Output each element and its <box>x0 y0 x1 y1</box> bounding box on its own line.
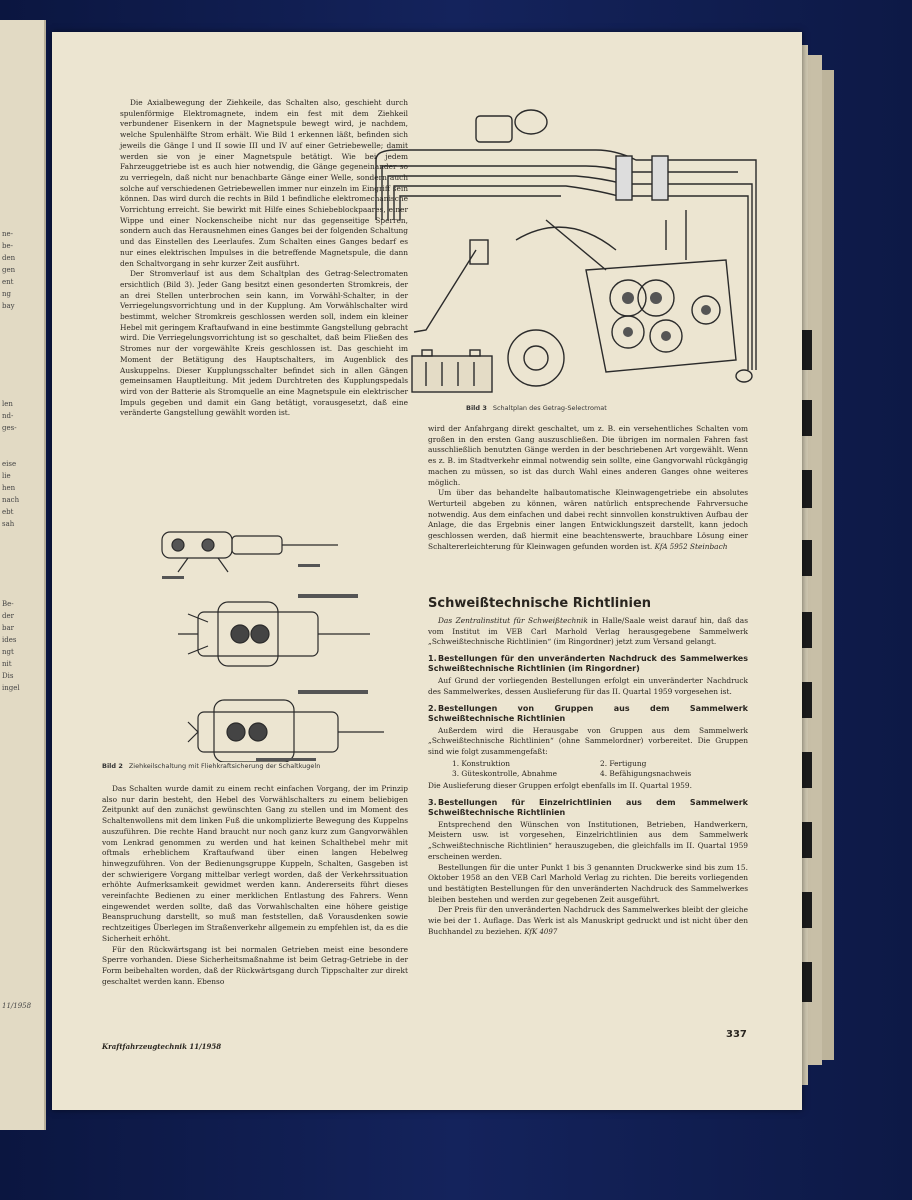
list-item: 1. Konstruktion <box>452 758 511 768</box>
paragraph-text: Der Preis für den unveränderten Nachdruck des Sammelwerkes bleibt der gleiche wie bei der 1. Auflage. Das Werk ist als Manuskript gedruckt und ist nicht über den Buchhandel zu beziehen. <box>428 905 748 936</box>
paragraph: Der Stromverlauf ist aus dem Schaltplan des Getrag-Selectromaten ersichtlich (Bild 3). Jeder Gang besitzt einen gesonderten Stromkreis, der an drei Stellen unterbrochen sein kann, im Vorwähl-Schalter, in der Verriegelungsvorrichtung und in der Kupplung. Am Vorwählschalter wird bestimmt, welcher Stromkreis geschlossen werden soll, indem ein kleiner Hebel mit geringem Kraftaufwand in eine bestimmte Gangstellung gebracht wird. Die Verriegelungsvorrichtung ist so geschaltet, daß beim Fließen des Stromes nur der vorgewählte Kreis geschlossen ist. Das geschieht im Moment der Betätigung des Hauptschalters, im Augenblick des Auskuppelns. Dieser Kupplungsschalter befindet sich in allen Gängen gemeinsamen Hauptleitung. Mit jedem Durchtreten des Kupplungspedals wird von der Batterie als Stromquelle an eine Magnetspule ein elektrischer Impuls gegeben und damit ein Gang betätigt, vorausgesetzt, daß eine veränderte Gangstellung gewählt worden ist. <box>120 269 408 418</box>
previous-page-text-fragment: bar <box>2 624 15 632</box>
paragraph <box>428 905 748 937</box>
previous-page-text-fragment: Dis <box>2 672 14 680</box>
list-item: 2. Fertigung <box>600 758 647 768</box>
page-number: 337 <box>726 1029 747 1040</box>
figure-2-drawing <box>148 514 388 762</box>
section-number: 3. <box>428 797 437 807</box>
figure-3-wiring-diagram <box>366 100 766 396</box>
previous-page-edge <box>0 20 46 1130</box>
section-title: Bestellungen für den unveränderten Nachdruck des Sammelwerkes Schweißtechnische Richtlinien (im Ringordner) <box>428 654 748 674</box>
journal-footer: Kraftfahrzeugtechnik 11/1958 <box>102 1042 222 1051</box>
previous-page-text-fragment: ides <box>2 636 17 644</box>
previous-page-text-fragment: gen <box>2 266 16 274</box>
paragraph: Außerdem wird die Herausgabe von Gruppen aus dem Sammelwerk „Schweißtechnische Richtlinien“ (ohne Sammelordner) vorbereitet. Die Gruppen sind wie folgt zusammengefaßt: <box>428 725 748 756</box>
paragraph <box>428 488 748 552</box>
paragraph: wird der Anfahrgang direkt geschaltet, um z. B. ein versehentliches Schalten vom großen in den ersten Gang auszuschließen. Die übrigen im normalen Fahren fast ausschließlich benutzten Gänge werden in der beschriebenen Art vorgewählt. Wenn es z. B. im Stadtverkehr einmal notwendig sein sollte, eine Gangvorwahl rückgängig machen zu müssen, so ist das durch Wahl eines anderen Ganges ohne weiteres möglich. <box>428 424 748 487</box>
previous-page-text-fragment: ges- <box>2 424 17 432</box>
section-heading-3 <box>428 798 748 818</box>
figure-3-caption <box>466 404 607 412</box>
paragraph: Das Schalten wurde damit zu einem recht einfachen Vorgang, der im Prinzip also nur darin besteht, den Hebel des Vorwählschalters zu einem beliebigen Zeitpunkt auf den zunächst gewünschten Gang zu stellen und im Moment des Schaltenwollens mit dem linken Fuß die unkomplizierte Bewegung des Kuppelns auszuführen. Die rechte Hand braucht nur noch ganz kurz zum Gangvorwählen vom Lenkrad genommen zu werden und hat keinen Schalthebel mehr mit oftmals erheblichem Kraftaufwand über einen langen Hebelweg hinwegzuführen. Von der Bedienungsgruppe Kuppeln, Schalten, Gasgeben ist der schwierigere Vorgang mittelbar verlegt worden, daß der Verkehrssituation erhöhte Aufmerksamkeit gewidmet werden kann. Andererseits führt dieses vereinfachte Bedienen zu einer merklichen Entlastung des Fahrers. Wenn eingewendet werden sollte, daß das Vorwahlschalten eine höhere geistige Beanspruchung darstellt, so muß man feststellen, daß Vorausdenken sowie rechtzeitiges Überlegen im Straßenverkehr allgemein zu empfehlen ist, da es die Sicherheit erhöht. <box>102 784 408 943</box>
previous-page-text-fragment: nit <box>2 660 12 668</box>
group-list <box>428 759 748 780</box>
previous-page-text-fragment: nach <box>2 496 20 504</box>
previous-page-text-fragment: ngt <box>2 648 14 656</box>
article-intro <box>428 616 748 648</box>
previous-page-text-fragment: ent <box>2 278 14 286</box>
paragraph: Für den Rückwärtsgang ist bei normalen Getrieben meist eine besondere Sperre vorhanden. Diese Sicherheitsmaßnahme ist beim Getrag-Getriebe in der Form beibehalten worden, daß der Rückwärtsgang durch Tippschalter zur direkt geschaltet werden kann. Ebenso <box>102 944 408 986</box>
column-left-bottom <box>102 784 408 987</box>
previous-page-text-fragment: der <box>2 612 14 620</box>
figure-2-caption <box>102 762 320 770</box>
previous-page-text-fragment: ne- <box>2 230 14 238</box>
page-stack-edge <box>822 70 834 1060</box>
previous-page-text-fragment: nd- <box>2 412 14 420</box>
section-number: 1. <box>428 654 437 664</box>
institute-name: Das Zentralinstitut für Schweißtechnik <box>438 616 588 625</box>
previous-page-issue: 11/1958 <box>2 1002 32 1010</box>
section-title: Bestellungen von Gruppen aus dem Sammelwerk Schweißtechnische Richtlinien <box>428 703 748 723</box>
article-body <box>428 616 748 937</box>
section-heading-2 <box>428 704 748 724</box>
list-item: 4. Befähigungsnachweis <box>600 769 692 779</box>
section-heading-1 <box>428 654 748 674</box>
magazine-page <box>52 32 802 1110</box>
previous-page-text-fragment: len <box>2 400 13 408</box>
previous-page-text-fragment: hen <box>2 484 16 492</box>
reference-code: KfK 4097 <box>524 927 558 936</box>
author: Steinbach <box>689 541 728 551</box>
article-title: Schweißtechnische Richtlinien <box>428 596 652 611</box>
previous-page-text-fragment: sah <box>2 520 15 528</box>
previous-page-text-fragment: den <box>2 254 16 262</box>
intro-text: in Halle/Saale weist darauf hin, daß das vom Institut im VEB Carl Marhold Verlag herausgegebene Sammelwerk „Schweißtechnische Richtlinien“ (im Ringordner) jetzt zum Versand gelangt. <box>428 616 749 647</box>
previous-page-text-fragment: lie <box>2 472 11 480</box>
paragraph: Auf Grund der vorliegenden Bestellungen erfolgt ein unveränderter Nachdruck des Sammelwerkes, dessen Auslieferung für das II. Quartal 1959 vorgesehen ist. <box>428 676 748 696</box>
previous-page-text-fragment: be- <box>2 242 13 250</box>
previous-page-text-fragment: ingel <box>2 684 20 692</box>
paragraph: Die Auslieferung dieser Gruppen erfolgt ebenfalls im II. Quartal 1959. <box>428 781 692 791</box>
reference-code: KfA 5952 <box>654 542 688 551</box>
list-item: 3. Güteskontrolle, Abnahme <box>452 769 558 779</box>
figure-label: Bild 3 <box>466 404 487 412</box>
figure-label: Bild 2 <box>102 762 123 770</box>
column-left-top <box>120 98 408 419</box>
paragraph: Die Axialbewegung der Ziehkeile, das Schalten also, geschieht durch spulenförmige Elektromagnete, indem ein fest mit dem Ziehkeil verbundener Eisenkern in der Magnetspule bewegt wird, je nachdem, welche Spulenhälfte Strom erhält. Wie Bild 1 erkennen läßt, befinden sich jeweils die Gänge I und II sowie III und IV auf einer Getriebewelle; damit werden sie von je einer Magnetspule betätigt. Wie bei jedem Fahrzeuggetriebe ist es auch hier notwendig, die Gänge gegeneinander so zu verriegeln, daß nicht nur benachbarte Gänge einer Welle, sondern auch solche auf verschiedenen Getriebewellen immer nur einzeln im Eingriff sein können. Das wird durch die rechts in Bild 1 befindliche elektromechanische Vorrichtung erreicht. Sie bewirkt mit Hilfe eines Schiebeblockpaares, einer Wippe und einer Nockenscheibe nicht nur das gegenseitige Sperren, sondern auch das Herausnehmen eines Ganges bei der folgenden Schaltung und das Einstellen des Leerlaufes. Zum Schalten eines Ganges bedarf es nur eines elektrischen Impulses in die betreffende Magnetspule, die dann den Schaltvorgang in sehr kurzer Zeit ausführt. <box>120 98 408 268</box>
paragraph: Bestellungen für die unter Punkt 1 bis 3 genannten Druckwerke sind bis zum 15. Oktober 1958 an den VEB Carl Marhold Verlag zu richten. Die bereits vorliegenden und bestätigten Bestellungen für den unveränderten Nachdruck des Sammelwerkes bleiben bestehen und werden zur gegebenen Zeit ausgeführt. <box>428 862 748 904</box>
caption-text: Schaltplan des Getrag-Selectromat <box>492 404 607 412</box>
column-right-top <box>428 424 748 552</box>
previous-page-text-fragment: ng <box>2 290 11 298</box>
section-title: Bestellungen für Einzelrichtlinien aus dem Sammelwerk Schweißtechnische Richtlinien <box>428 797 748 817</box>
previous-page-text-fragment: Be- <box>2 600 14 608</box>
previous-page-text-fragment: bay <box>2 302 15 310</box>
paragraph: Entsprechend den Wünschen von Institutionen, Betrieben, Handwerkern, Meistern usw. ist vorgesehen, Einzelrichtlinien aus dem Sammelwerk „Schweißtechnische Richtlinien“ herauszugeben, die gleichfalls im II. Quartal 1959 erscheinen werden. <box>428 819 748 861</box>
paragraph-text: Um über das behandelte halbautomatische Kleinwagengetriebe ein absolutes Werturteil abgeben zu können, wären natürlich entsprechende Fahrversuche notwendig. Aus dem einfachen und dabei recht sinnvollen konstruktiven Aufbau der Anlage, die das Ergebnis einer langen Entwicklungszeit darstellt, kann jedoch geschlossen werden, daß hiermit eine beachtenswerte, brauchbare Lösung einer Schaltererleichterung für Kleinwagen gefunden worden ist. <box>428 488 748 551</box>
previous-page-text-fragment: eise <box>2 460 17 468</box>
previous-page-text-fragment: ebt <box>2 508 14 516</box>
section-number: 2. <box>428 703 437 713</box>
caption-text: Ziehkeilschaltung mit Fliehkraftsicherung der Schaltkugeln <box>128 762 321 770</box>
